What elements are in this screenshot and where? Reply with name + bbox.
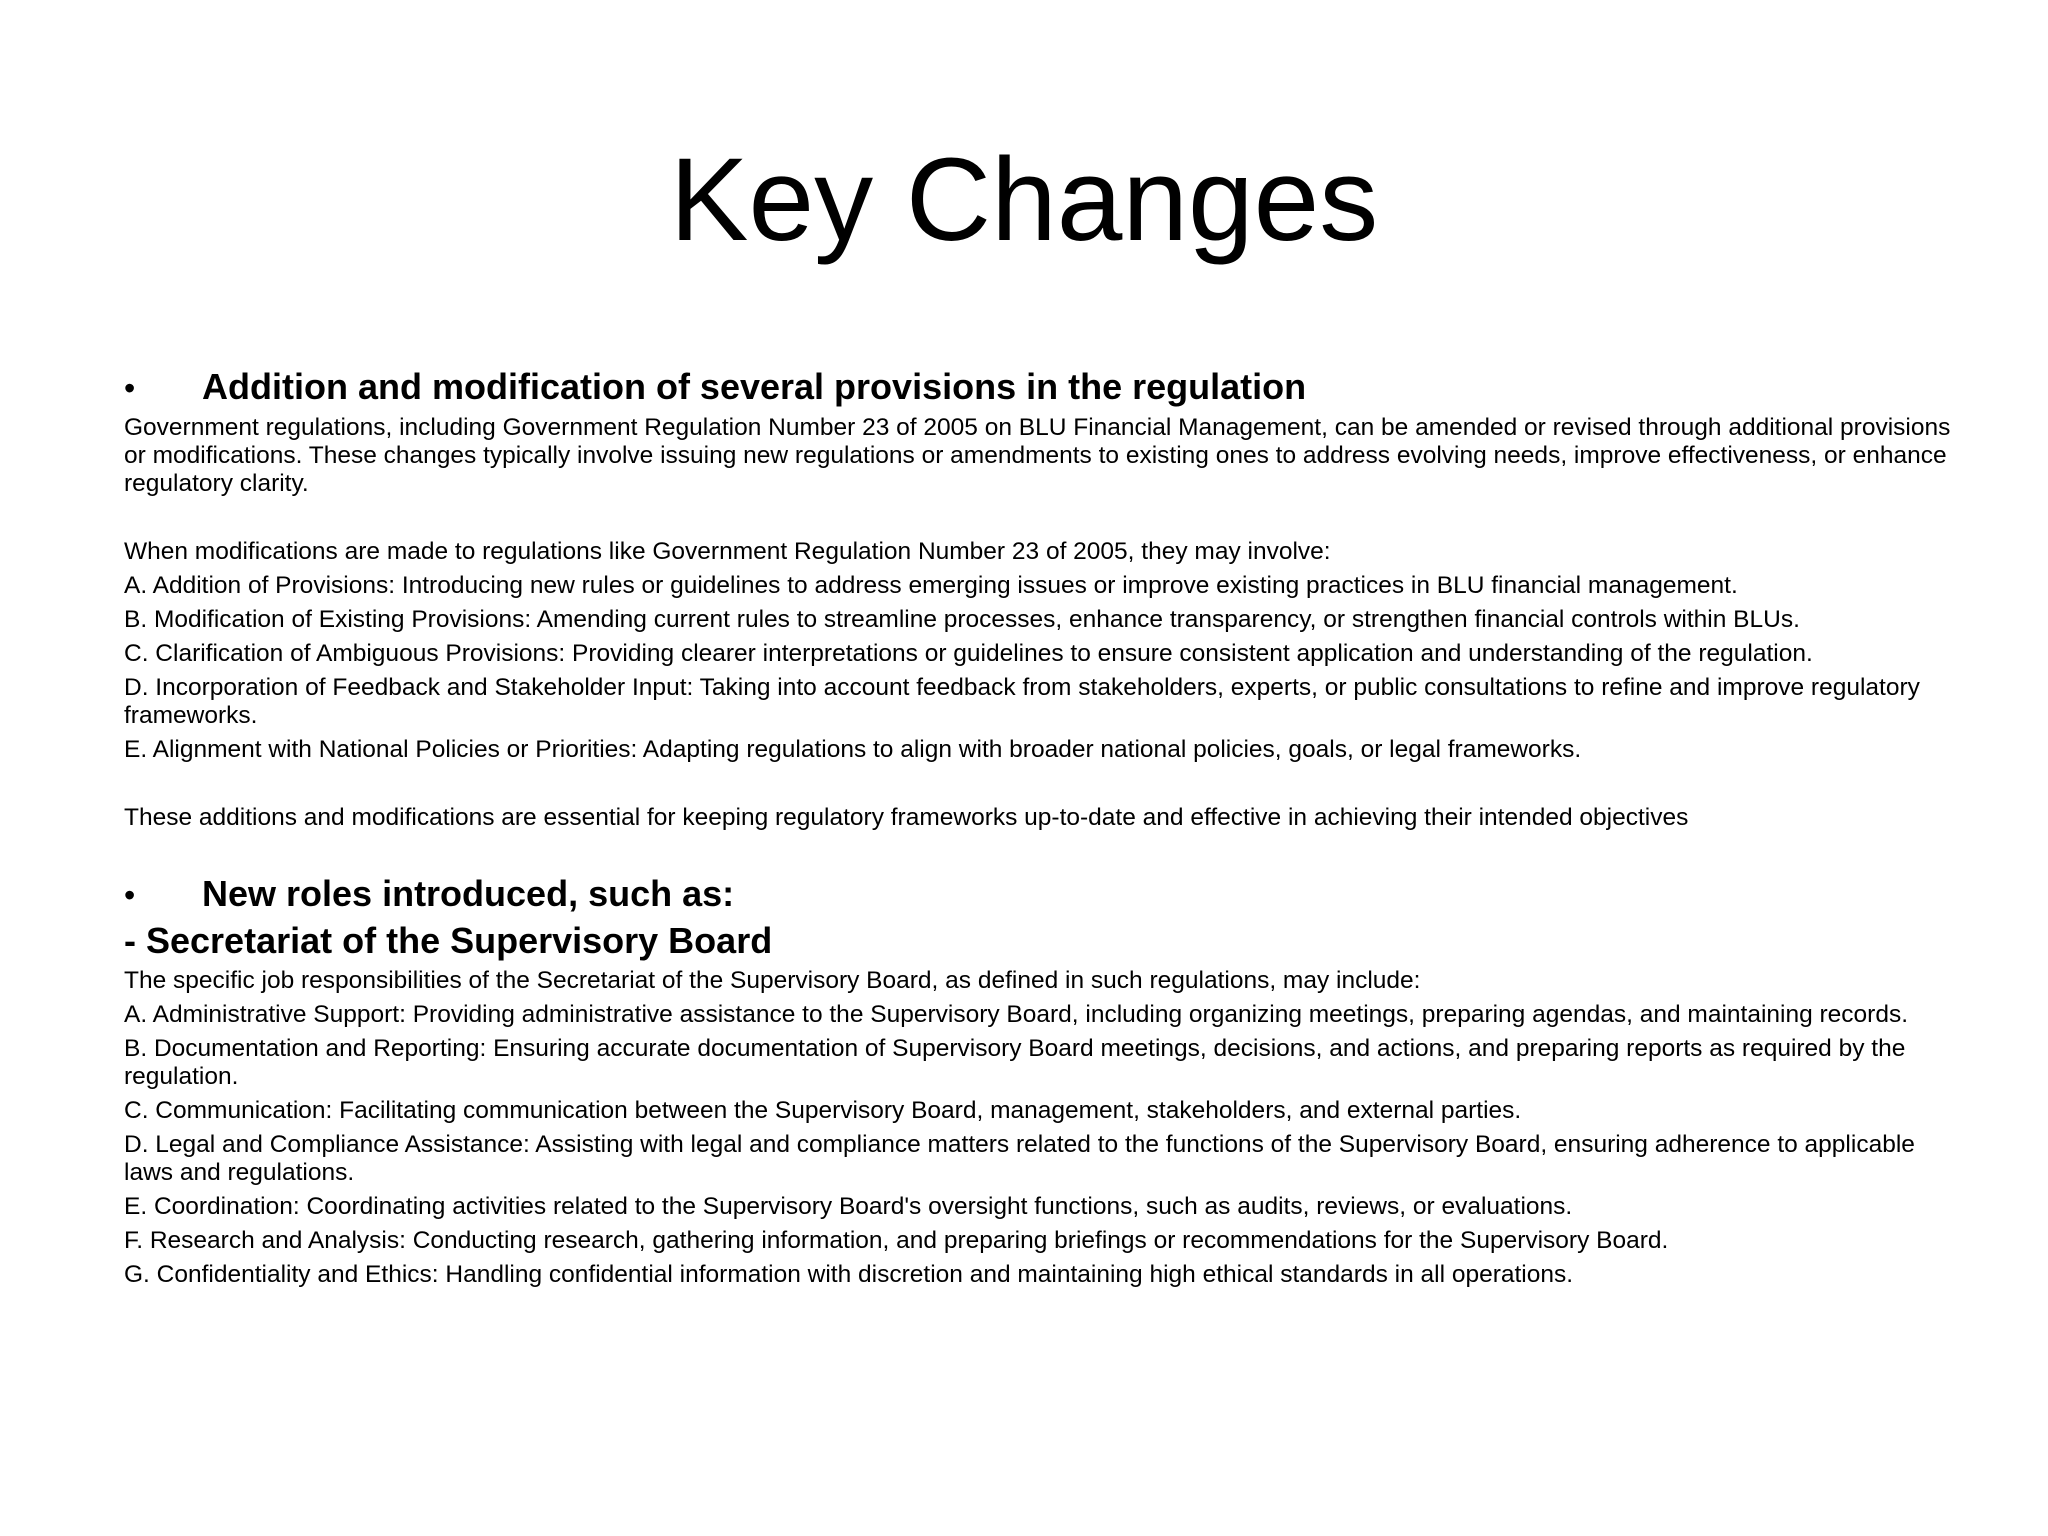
section1-item-e: E. Alignment with National Policies or Priorities: Adapting regulations to align with broader national policies, goals, or legal frameworks. (124, 736, 1582, 763)
section2-item-b: B. Documentation and Reporting: Ensuring accurate documentation of Supervisory Board meetings, decisions, and actions, and preparing reports as required by the regulation. (124, 1035, 1906, 1090)
section1-closing: These additions and modifications are essential for keeping regulatory frameworks up-to-date and effective in achieving their intended objectives (124, 804, 1689, 831)
section1-lead: When modifications are made to regulations like Government Regulation Number 23 of 2005, they may involve: (124, 538, 1331, 565)
bullet-icon: • (124, 370, 136, 406)
section2-lead: The specific job responsibilities of the Secretariat of the Supervisory Board, as defined in such regulations, may include: (124, 967, 1421, 994)
section1-item-b: B. Modification of Existing Provisions: Amending current rules to streamline processes, enhance transparency, or strengthen financial controls within BLUs. (124, 606, 1800, 633)
section2-item-g: G. Confidentiality and Ethics: Handling confidential information with discretion and maintaining high ethical standards in all operations. (124, 1261, 1574, 1288)
section1-item-d: D. Incorporation of Feedback and Stakeholder Input: Taking into account feedback from stakeholders, experts, or public consultations to refine and improve regulatory frameworks. (124, 674, 1920, 729)
section1-intro: Government regulations, including Government Regulation Number 23 of 2005 on BLU Financial Management, can be amended or revised through additional provisions or modifications. These changes typically involve issuing new regulations or amendments to existing ones to address evolving needs, improve effectiveness, or enhance regulatory clarity. (124, 414, 1951, 497)
section2-item-f: F. Research and Analysis: Conducting research, gathering information, and preparing briefings or recommendations for the Supervisory Board. (124, 1227, 1669, 1254)
section2-subheading: - Secretariat of the Supervisory Board (124, 920, 773, 961)
section2-heading-row (124, 872, 1964, 917)
section2-heading: New roles introduced, such as: (202, 873, 735, 914)
slide-content (124, 365, 1964, 1289)
section2-item-d: D. Legal and Compliance Assistance: Assisting with legal and compliance matters related to the functions of the Supervisory Board, ensuring adherence to applicable laws and regulations. (124, 1131, 1915, 1186)
section2-item-a: A. Administrative Support: Providing administrative assistance to the Supervisory Board, including organizing meetings, preparing agendas, and maintaining records. (124, 1001, 1909, 1028)
section2-item-e: E. Coordination: Coordinating activities related to the Supervisory Board's oversight functions, such as audits, reviews, or evaluations. (124, 1193, 1573, 1220)
section1-heading-row (124, 365, 1964, 410)
section1-item-a: A. Addition of Provisions: Introducing new rules or guidelines to address emerging issues or improve existing practices in BLU financial management. (124, 572, 1738, 599)
section1-item-c: C. Clarification of Ambiguous Provisions: Providing clearer interpretations or guidelines to ensure consistent application and understanding of the regulation. (124, 640, 1813, 667)
bullet-icon: • (124, 877, 136, 913)
section2-item-c: C. Communication: Facilitating communication between the Supervisory Board, management, stakeholders, and external parties. (124, 1097, 1522, 1124)
section1-heading: Addition and modification of several provisions in the regulation (202, 366, 1307, 407)
slide-title: Key Changes (669, 134, 1379, 266)
